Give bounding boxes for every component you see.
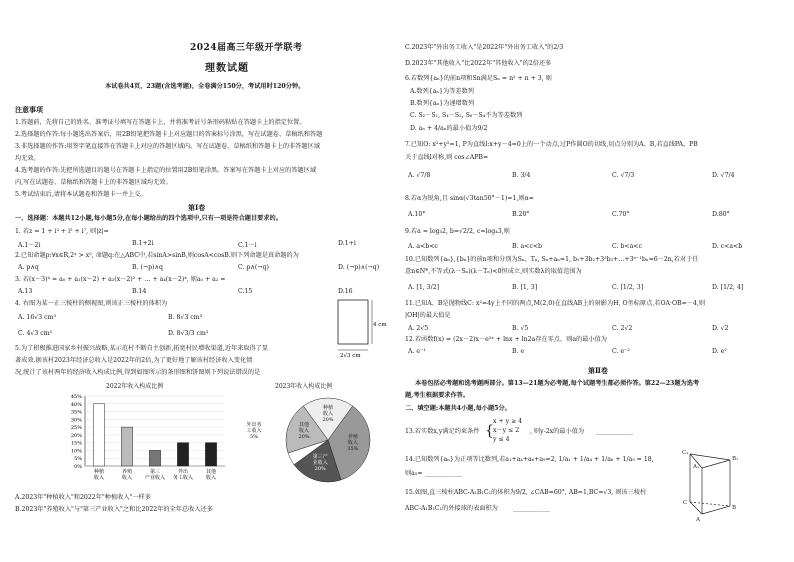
pie-label: 业收入 — [312, 459, 328, 466]
q8-option-b: B.20° — [512, 211, 530, 218]
q10-option-a: A. [1, 3/2] — [408, 284, 440, 291]
q13-blank[interactable]: ____________ — [596, 428, 634, 435]
q12-option-b: B. e — [512, 348, 525, 355]
q2-option-c: C. p∧(¬q) — [238, 264, 269, 271]
q9-stem: 9.若a = log₅2, b=√2/2, c=log₄3,则 — [405, 228, 510, 235]
note-7: 5.考试结束后,请将本试题卷和答题卡一并上交。 — [15, 191, 147, 198]
q2-option-b: B. (¬p)∧q — [132, 264, 163, 271]
x-tick-label: 其他 — [205, 469, 217, 475]
q14-blank[interactable]: ____________ — [425, 470, 463, 477]
q10-stem-2: 意n∈N*,不等式(λ－Sₙ)(λ－Tₙ)<0恒成立,则实数λ的取值范围为 — [405, 268, 582, 275]
q11-option-d: D. √2 — [712, 325, 729, 332]
label-c1: C₁ — [682, 450, 689, 456]
note-3: 3.非选择题的作答:用签字笔直接答在答题卡上对应的答题区域内。写在试题卷、草稿纸和答题卡上的非答题区域 — [15, 143, 320, 150]
pie-chart-title: 2023年收入构成比例 — [275, 383, 333, 390]
x-tick-label: 收入 — [93, 475, 105, 481]
y-tick-label: 15% — [70, 440, 82, 447]
x-tick-label: 务工收入 — [172, 475, 194, 481]
q8-option-d: D.80° — [712, 211, 730, 218]
q1-option-b: B.1+2i — [132, 240, 154, 247]
pie-label: 20% — [314, 465, 326, 472]
exam-info: 本试卷共4页，23题(含选考题)，全卷满分150分，考试用时120分钟。 — [105, 83, 305, 90]
part2-section: 二、填空题:本题共4小题,每小题5分。 — [405, 405, 511, 412]
q2-stem: 2.已知命题p:∀x∈R,2ˣ > x², 命题q:在△ABC中,若sinA>sinB,则cosA<cosB.则下列命题是真命题的为 — [15, 252, 299, 259]
q3-stem: 3. 若(x－3)⁴ = a₀ + a₁(x－2) + a₂(x－2)² + … + a₄(x－2)⁴, 则a₀ + a₂ = — [15, 276, 226, 283]
y-tick-label: 35% — [70, 409, 82, 416]
x-tick-label: 收入 — [205, 475, 217, 481]
bar-chart-title: 2022年收入构成比例 — [106, 383, 164, 390]
q4-option-b: B. 8√3 cm³ — [168, 314, 203, 321]
q7-option-a: A. √7/8 — [408, 172, 431, 179]
part1-heading: 第Ⅰ卷 — [188, 203, 206, 212]
bar — [177, 443, 188, 466]
pie-label: 收入 — [322, 410, 334, 417]
q6-option-b: B.数列{aₙ}为递增数列 — [410, 100, 475, 107]
q4-option-a: A. 16√3 cm³ — [18, 314, 56, 321]
pie-chart-2023 — [240, 392, 390, 487]
q1-option-a: A.1－2i — [18, 242, 41, 249]
q10-option-b: B. [1, 3] — [512, 284, 538, 291]
pie-label: 外出务 — [246, 422, 262, 428]
q2-option-d: D. (¬p)∧(¬q) — [338, 264, 380, 271]
q12-stem: 12.若函数f(x) = (2x－2)x－e²ˣ + lnx + ln2a存在零点，则a的最小值为 — [405, 336, 607, 343]
q11-option-c: C. 2√2 — [612, 325, 633, 332]
note-2: 2.选择题的作答:每小题选出答案后，用2B铅笔把答题卡上对应题目的答案标号涂黑，写在试题卷、草稿纸和答题 — [15, 131, 323, 138]
pie-label: 第三产 — [312, 453, 328, 460]
y-tick-label: 25% — [70, 425, 82, 432]
note-6: 内,写在试题卷、草稿纸和答题卡上的非答题区域均无效。 — [15, 179, 172, 186]
q4-option-c: C. 4√3 cm³ — [18, 330, 53, 337]
part2-heading: 第Ⅱ卷 — [588, 366, 608, 375]
label-a: A — [696, 517, 700, 522]
q13-tail: , 则y-2x的最小值为 — [530, 428, 585, 435]
q1-option-c: C.1－i — [238, 242, 257, 249]
q6-option-d: D. aₙ + 4/aₙ的最小值为9/2 — [410, 125, 488, 132]
label-b: B — [732, 505, 737, 511]
q3-option-b: B.14 — [132, 288, 147, 295]
q3-option-c: C.15 — [238, 288, 253, 295]
x-tick-label: 第三 — [149, 469, 161, 475]
y-tick-label: 30% — [70, 417, 82, 424]
q14-stem-2: 则a₅= — [405, 470, 423, 477]
q3-option-d: D.16 — [338, 288, 353, 295]
q6-option-a: A.数列{aₙ}为等差数列 — [410, 88, 474, 95]
y-tick-label: 0% — [74, 464, 82, 470]
pie-label: 养殖 — [347, 433, 358, 440]
q3-option-a: A.13 — [18, 288, 33, 295]
label-b1: B₁ — [732, 456, 739, 462]
y-tick-label: 40% — [70, 401, 82, 408]
x-tick-label: 收入 — [121, 475, 133, 481]
q13-cond-2: x－y ≤ 2 — [493, 427, 520, 434]
q10-option-d: D. [1/2, 4] — [712, 284, 744, 291]
pie-label: 种植 — [322, 404, 334, 411]
q9-option-c: C. b<a<c — [612, 243, 642, 250]
q4-stem: 4. 右图为某一正三棱柱的侧视图,则该正三棱柱的体积为 — [15, 300, 168, 307]
bar — [121, 427, 132, 466]
notes-heading: 注意事项 — [15, 105, 43, 114]
bar — [205, 443, 216, 466]
y-tick-label: 45% — [70, 394, 82, 400]
part2-instruction-2: 题,考生根据要求作答。 — [405, 392, 470, 399]
q9-option-d: D. c<a<b — [712, 243, 743, 250]
exam-title: 2024届高三年级开学联考 — [190, 43, 303, 53]
pie-label: 工收入 — [246, 428, 262, 434]
q11-option-b: B. √5 — [512, 325, 529, 332]
note-1: 1.答题前，先将自己的姓名、准考证号填写在答题卡上，并将准考证号条形码粘贴在答题卡上的指定位置。 — [15, 119, 306, 126]
q13-brace: { — [485, 423, 494, 439]
q13-stem: 13.若实数x,y满足约束条件 — [405, 428, 480, 435]
bar-chart-2022 — [55, 390, 235, 485]
q15-stem-2: ABC-A₁B₁C₁的外接球的表面积为 — [405, 505, 498, 512]
pie-label: 收入 — [347, 439, 358, 446]
bar — [93, 404, 104, 466]
y-tick-label: 5% — [74, 456, 82, 463]
subject-title: 理数试题 — [205, 63, 249, 74]
q10-stem-1: 10.已知数列{aₙ},{bₙ}的前n项和分别为Sₙ、Tₙ, Sₙ+aₙ=1, b₁+3b₂+3²b₃+…+3ⁿ⁻¹bₙ=6－2n,若对于任 — [405, 256, 699, 263]
q4-height-label: 4 cm — [373, 322, 387, 328]
q7-stem-1: 7.已知O: x²+y²=1, P为直线l:x+y－4=0上的一个动点,过P作圆O的切线,切点分别为A、B,若直线PA、PB — [405, 141, 698, 148]
label-a1: A₁ — [693, 464, 700, 470]
q2-option-a: A. p∧q — [18, 264, 39, 271]
x-tick-label: 养殖 — [121, 469, 133, 475]
q8-stem: 8.若α为锐角,且 sinα(√3tan50°－1)=1,则α= — [405, 195, 534, 202]
q12-option-d: D. e² — [712, 348, 727, 355]
q5-option-b: B.2023年"养殖收入"与"第三产业收入"之和比2022年的全年总收入还多 — [15, 506, 213, 513]
note-5: 4.选考题的作答:先把所选题目的题号在答题卡上指定的位置用2B铅笔涂黑。答案写在答题卡上对应的答题区域 — [15, 167, 317, 174]
q5-stem-3: 况,统计了该村两年的经济收入构成比例,得到如图所示的条形图和饼图则下列说法错误的是 — [15, 369, 261, 376]
part1-instruction: 一、选择题：本题共12小题,每小题5分,在每小题给出的四个选项中,只有一项是符合题目要求的。 — [15, 215, 282, 222]
q11-stem-1: 11.已知A、B是抛物线C: x²=4y上不同的两点,M(2,0)在直线AB上的射影为H, O坐标原点,若OA·OB=－4,则 — [405, 300, 706, 307]
x-tick-label: 产业收入 — [144, 475, 166, 481]
q7-stem-2: 关于直线l对称,则 cos∠APB= — [405, 154, 489, 161]
label-c: C — [683, 500, 688, 506]
pie-label: 20% — [322, 416, 334, 423]
q6-stem: 6.若数列{aₙ}的前n项和Sn满足Sₙ = n² + n + 3, 则 — [405, 75, 552, 82]
bar — [149, 450, 160, 466]
q10-option-c: C. [1/2, 3] — [612, 284, 644, 291]
q7-option-d: D. √7/4 — [712, 172, 735, 179]
q9-option-a: A. a<b<c — [408, 243, 438, 250]
q7-option-c: C. √7/3 — [612, 172, 635, 179]
q12-option-a: A. e⁻¹ — [408, 348, 426, 355]
q13-cond-3: y ≤ 4 — [493, 436, 510, 443]
q1-option-d: D.1+i — [338, 240, 356, 247]
x-tick-label: 外出 — [177, 469, 189, 475]
q11-option-a: A. 2√5 — [408, 325, 429, 332]
q5-option-c: C.2023年"外出务工收入"是2022年"外出务工收入"的2/3 — [405, 44, 564, 51]
part2-instruction-1: 本卷包括必考题和选考题两部分。第13—21题为必考题,每个试题考生都必须作答。第22—23题为选考 — [415, 380, 700, 387]
q14-stem-1: 14.已知数列{aₙ}为正项等比数列,若a₁+a₄+a₆+a₉=2, 1/a₁ + 1/a₄ + 1/a₆ + 1/a₉ = 18, — [405, 456, 654, 463]
q13-cond-1: x + y ≥ 4 — [493, 418, 523, 425]
q1-stem: 1. 若z = 1 + i³ + i⁵ + i⁷, 则|z|= — [15, 228, 109, 235]
q7-option-b: B. 3/4 — [512, 172, 531, 179]
q8-option-a: A.10° — [408, 211, 426, 218]
pie-label: 收入 — [299, 428, 310, 435]
x-tick-label: 种植 — [93, 469, 105, 475]
pie-label: 20% — [298, 434, 310, 441]
q5-option-d: D.2023年"其他收入"比2022年"其他收入"的2倍还多 — [405, 60, 552, 67]
pie-label: 其他 — [299, 422, 310, 429]
q5-stem-1: 5.为了积极推进国家乡村振兴战略,某示范村不断自主创新,拓宽村民增收渠道,近年来取得了显 — [15, 345, 269, 352]
q15-blank[interactable]: ____________ — [513, 505, 551, 512]
q9-option-b: B. a<c<b — [512, 243, 542, 250]
q8-option-c: C.70° — [612, 211, 630, 218]
q15-stem-1: 15.如图,直三棱柱ABC-A₁B₁C₁的体积为9/2, ∠CAB=60°, AB=1,BC=√3, 则该三棱柱 — [405, 489, 647, 496]
y-tick-label: 20% — [70, 432, 82, 439]
q5-stem-2: 著成效.据该村2023年经济总收入是2022年的2倍,为了更好地了解该村经济收入变化情 — [15, 357, 253, 364]
q11-stem-2: |OH|的最大值是 — [405, 312, 451, 319]
pie-label: 35% — [347, 445, 359, 452]
q5-option-a: A.2023年"种植收入"和2022年"种植收入"一样多 — [15, 494, 151, 501]
pie-label: 5% — [250, 434, 258, 440]
note-4: 均无效。 — [15, 155, 40, 162]
y-tick-label: 10% — [70, 448, 82, 455]
q4-side-view-figure — [330, 296, 390, 360]
q12-option-c: C. e⁻² — [612, 348, 630, 355]
q4-option-d: D. 8√3/3 cm³ — [168, 330, 209, 337]
q4-width-label: 2√3 cm — [340, 353, 361, 359]
q6-option-c: C. S₂－S₁, S₄－S₂, S₆－S₄不为等差数列 — [410, 112, 523, 119]
q15-prism-figure — [680, 446, 740, 522]
